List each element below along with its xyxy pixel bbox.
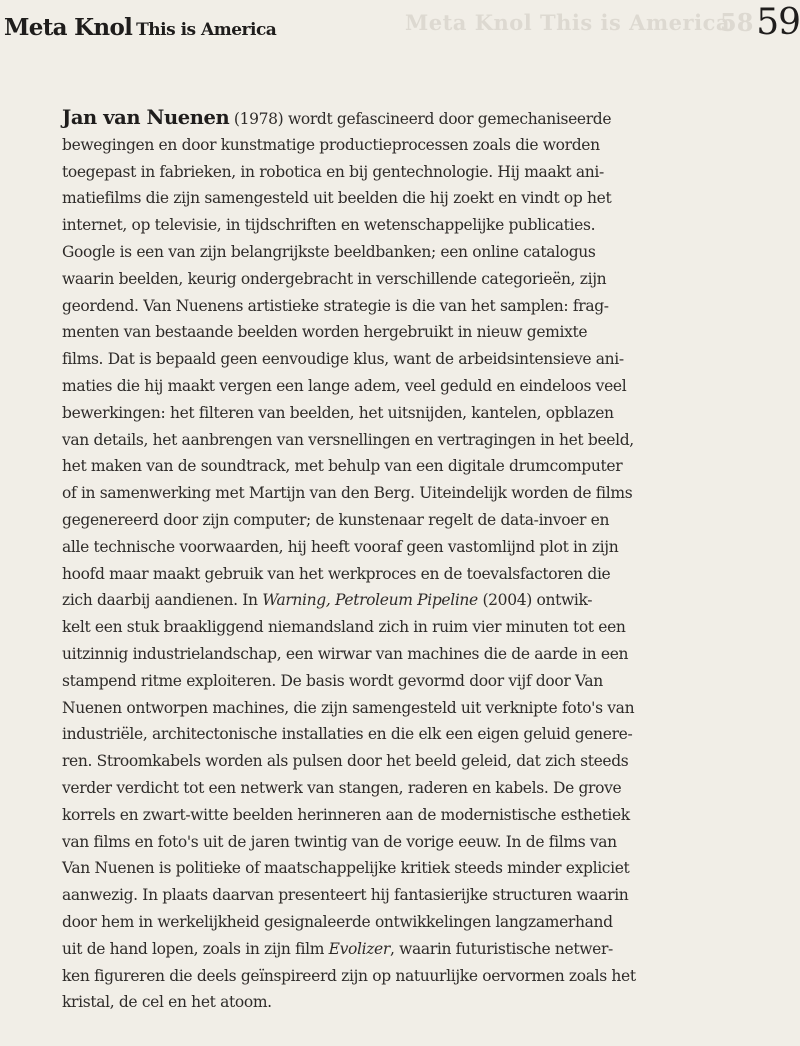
text-line: door hem in werkelijkheid gesignaleerde ontwikkelingen langzamerhand	[62, 912, 613, 931]
author-name: Jan van Nuenen	[62, 106, 230, 129]
text-line: kristal, de cel en het atoom.	[62, 993, 272, 1012]
text-line: ren. Stroomkabels worden als pulsen door het beeld geleid, dat zich steeds	[62, 752, 629, 771]
text-line: van details, het aanbrengen van versnellingen en vertragingen in het beeld,	[62, 430, 634, 449]
text-line: verder verdicht tot een netwerk van stangen, raderen en kabels. De grove	[62, 778, 622, 797]
article-body	[62, 105, 684, 1016]
text-line: bewegingen en door kunstmatige productieprocessen zoals die worden	[62, 135, 600, 154]
text-line: kelt een stuk braakliggend niemandsland zich in ruim vier minuten tot een	[62, 618, 626, 637]
page-number: 59	[756, 2, 800, 43]
text-line	[62, 936, 684, 963]
text-line: industriële, architectonische installaties en die elk een eigen geluid genere-	[62, 725, 633, 744]
text-line: ken figureren die deels geïnspireerd zijn op natuurlijke oervormen zoals het	[62, 966, 636, 985]
text-line: films. Dat is bepaald geen eenvoudige klus, want de arbeidsintensieve ani-	[62, 350, 624, 369]
text-line: maties die hij maakt vergen een lange adem, veel geduld en eindeloos veel	[62, 376, 627, 395]
text-line: van films en foto's uit de jaren twintig van de vorige eeuw. In de films van	[62, 832, 617, 851]
work-title: Warning, Petroleum Pipeline	[262, 591, 478, 610]
text-line: of in samenwerking met Martijn van den Berg. Uiteindelijk worden de films	[62, 484, 633, 503]
text-fragment: (1978) wordt gefascineerd door gemechaniseerde	[229, 110, 612, 128]
show-through-page-number: 58	[720, 8, 754, 37]
text-line: korrels en zwart-witte beelden herinneren aan de modernistische esthetiek	[62, 805, 630, 824]
text-line: aanwezig. In plaats daarvan presenteert hij fantasierijke structuren waarin	[62, 886, 629, 905]
text-line: het maken van de soundtrack, met behulp van een digitale drumcomputer	[62, 457, 623, 476]
text-line: Nuenen ontworpen machines, die zijn samengesteld uit verknipte foto's van	[62, 698, 635, 717]
text-line: matiefilms die zijn samengesteld uit beelden die hij zoekt en vindt op het	[62, 189, 612, 208]
text-line: hoofd maar maakt gebruik van het werkproces en de toevalsfactoren die	[62, 564, 611, 583]
header-title: Meta Knol	[4, 14, 133, 41]
text-line: gegenereerd door zijn computer; de kunstenaar regelt de data-invoer en	[62, 510, 610, 529]
text-line: alle technische voorwaarden, hij heeft vooraf geen vastomlijnd plot in zijn	[62, 537, 619, 556]
text-line: Van Nuenen is politieke of maatschappelijke kritiek steeds minder expliciet	[62, 859, 630, 878]
text-line: geordend. Van Nuenens artistieke strategie is die van het samplen: frag-	[62, 296, 609, 315]
text-line	[62, 105, 684, 132]
show-through-header: Meta Knol This is America	[405, 10, 730, 35]
text-fragment: , waarin futuristische netwer-	[389, 939, 613, 958]
text-line: menten van bestaande beelden worden hergebruikt in nieuw gemixte	[62, 323, 588, 342]
text-line: stampend ritme exploiteren. De basis wordt gevormd door vijf door Van	[62, 671, 603, 690]
text-line: Google is een van zijn belangrijkste beeldbanken; een online catalogus	[62, 242, 596, 261]
running-header	[4, 14, 276, 41]
text-line: bewerkingen: het filteren van beelden, het uitsnijden, kantelen, opblazen	[62, 403, 614, 422]
text-line: uitzinnig industrielandschap, een wirwar van machines die de aarde in een	[62, 644, 629, 663]
text-line: toegepast in fabrieken, in robotica en bij gentechnologie. Hij maakt ani-	[62, 162, 604, 181]
header-subtitle: This is America	[136, 20, 277, 40]
text-line: internet, op televisie, in tijdschriften en wetenschappelijke publicaties.	[62, 216, 596, 235]
text-line: waarin beelden, keurig ondergebracht in verschillende categorieën, zijn	[62, 269, 607, 288]
work-title: Evolizer	[328, 939, 390, 958]
text-fragment: (2004) ontwik-	[477, 591, 593, 610]
text-fragment: zich daarbij aandienen. In	[62, 591, 263, 610]
text-fragment: uit de hand lopen, zoals in zijn film	[62, 939, 329, 958]
text-line	[62, 587, 684, 614]
